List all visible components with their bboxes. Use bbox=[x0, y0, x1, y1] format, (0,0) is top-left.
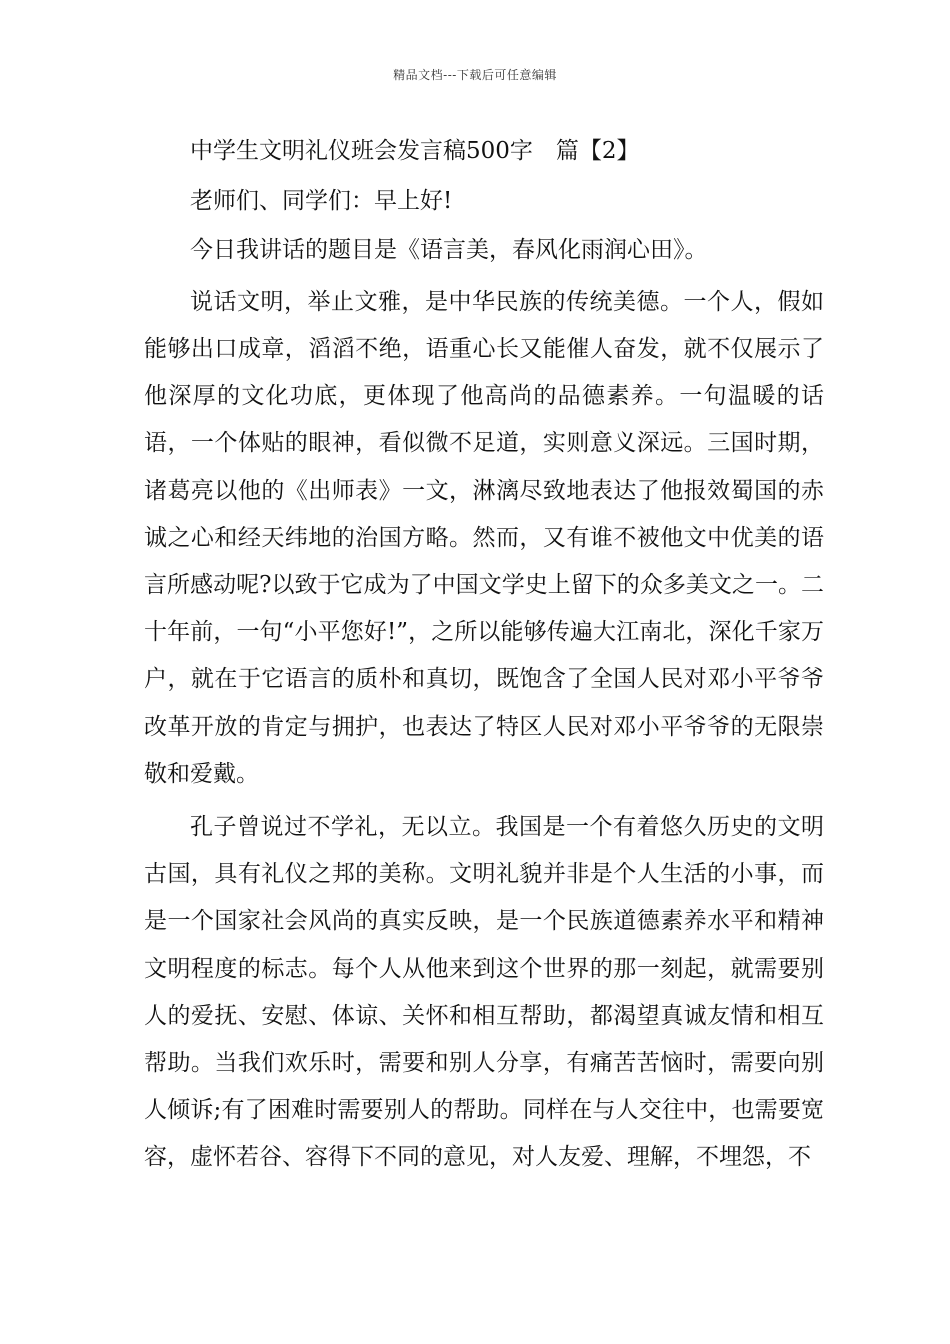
greeting: 老师们、同学们：早上好! bbox=[190, 187, 453, 214]
paragraph-1: 说话文明，举止文雅，是中华民族的传统美德。一个人，假如能够出口成章，滔滔不绝，语重心长又能催人奋发，就不仅展示了他深厚的文化功底，更体现了他高尚的品德素养。一句温暖的话语，一个体贴的眼神，看似微不足道，实则意义深远。三国时期，诸葛亮以他的《出师表》一文，淋漓尽致地表达了他报效蜀国的赤诚之心和经天纬地的治国方略。然而，又有谁不被他文中优美的语言所感动呢?以致于它成为了中国文学史上留下的众多美文之一。二十年前，一句“小平您好!”，之所以能够传遍大江南北，深化千家万户，就在于它语言的质朴和真切，既饱含了全国人民对邓小平爷爷改革开放的肯定与拥护，也表达了特区人民对邓小平爷爷的无限崇敬和爱戴。 bbox=[144, 288, 824, 787]
topic-line: 今日我讲话的题目是《语言美，春风化雨润心田》。 bbox=[190, 237, 708, 264]
header-note: 精品文档---下载后可任意编辑 bbox=[393, 68, 557, 82]
paragraph-2: 孔子曾说过不学礼，无以立。我国是一个有着悠久历史的文明古国，具有礼仪之邦的美称。文明礼貌并非是个人生活的小事，而是一个国家社会风尚的真实反映，是一个民族道德素养水平和精神文明程度的标志。每个人从他来到这个世界的那一刻起，就需要别人的爱抚、安慰、体谅、关怀和相互帮助，都渴望真诚友情和相互帮助。当我们欢乐时，需要和别人分享，有痛苦苦恼时，需要向别人倾诉;有了困难时需要别人的帮助。同样在与人交往中，也需要宽容，虚怀若谷、容得下不同的意见，对人友爱、理解，不埋怨，不 bbox=[144, 814, 824, 1171]
document-title: 中学生文明礼仪班会发言稿500字 篇【2】 bbox=[190, 138, 640, 164]
document-body bbox=[144, 130, 824, 1188]
